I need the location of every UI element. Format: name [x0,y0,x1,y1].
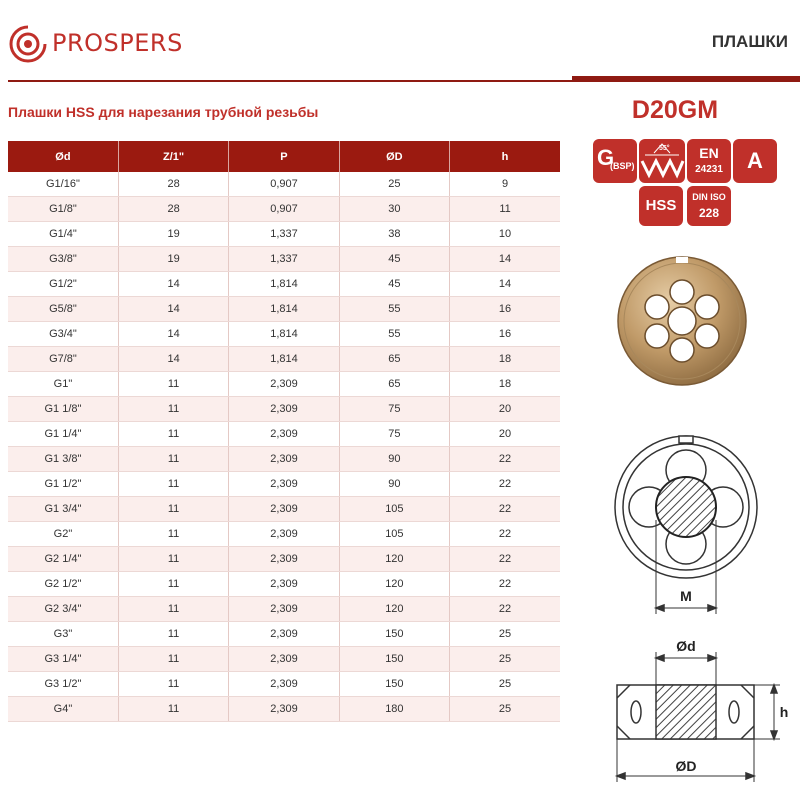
table-cell: 65 [339,372,449,397]
table-cell: 2,309 [229,397,339,422]
table-cell: 14 [450,272,560,297]
table-cell: 55 [339,322,449,347]
table-cell: 55 [339,297,449,322]
column-header: Z/1" [118,141,228,172]
table-cell: G1 1/8" [8,397,118,422]
table-cell: 1,814 [229,272,339,297]
table-cell: 28 [118,172,228,197]
table-cell: G2 1/4" [8,547,118,572]
table-cell: 120 [339,572,449,597]
table-cell: 25 [450,647,560,672]
table-cell: 75 [339,397,449,422]
table-cell: G1" [8,372,118,397]
table-cell: 11 [118,522,228,547]
table-cell: G1/4" [8,222,118,247]
table-cell: G3 1/4" [8,647,118,672]
product-subtitle: Плашки HSS для нарезания трубной резьбы [8,104,319,120]
table-cell: 2,309 [229,647,339,672]
en-label: EN [699,145,719,161]
table-cell: 11 [118,672,228,697]
thread-type-sub: (BSP) [610,161,635,171]
table-cell: G4" [8,697,118,722]
table-cell: 150 [339,672,449,697]
column-header: Ød [8,141,118,172]
table-cell: 11 [118,422,228,447]
table-cell: 1,814 [229,347,339,372]
height-label: h [779,704,789,720]
table-cell: 18 [450,372,560,397]
table-cell: 2,309 [229,622,339,647]
table-cell: 2,309 [229,522,339,547]
brand-name: PROSPERS [52,29,183,57]
table-cell: 19 [118,247,228,272]
thread-angle-label: 55° [659,145,670,152]
die-side-view-drawing [617,652,780,782]
column-header: h [450,141,560,172]
table-cell: 10 [450,222,560,247]
din-number: 228 [698,206,720,220]
table-cell: 1,814 [229,297,339,322]
table-cell: 150 [339,622,449,647]
table-cell: 19 [118,222,228,247]
die-photo [618,257,746,385]
table-cell: G2 1/2" [8,572,118,597]
table-cell: 2,309 [229,422,339,447]
table-cell: 150 [339,647,449,672]
table-cell: 2,309 [229,472,339,497]
table-cell: 22 [450,597,560,622]
table-cell: 11 [118,647,228,672]
table-cell: 11 [118,697,228,722]
table-cell: 18 [450,347,560,372]
table-cell: 0,907 [229,197,339,222]
table-cell: 90 [339,472,449,497]
hss-badge: HSS [639,186,683,226]
table-cell: 11 [118,372,228,397]
tolerance-badge: A [733,139,777,183]
table-cell: 105 [339,497,449,522]
table-cell: 14 [118,272,228,297]
en-number: 24231 [695,164,723,175]
table-cell: 11 [118,622,228,647]
table-cell: G1 1/4" [8,422,118,447]
table-cell: G1 3/4" [8,497,118,522]
table-cell: 22 [450,472,560,497]
table-cell: 20 [450,422,560,447]
table-cell: G2 3/4" [8,597,118,622]
table-cell: 22 [450,447,560,472]
m-dimension-label: M [680,588,692,604]
table-cell: G3" [8,622,118,647]
table-cell: 2,309 [229,672,339,697]
table-cell: 11 [118,547,228,572]
column-header: P [229,141,339,172]
table-cell: 1,337 [229,222,339,247]
din-label: DIN ISO [692,192,726,202]
table-cell: 14 [118,322,228,347]
table-cell: 180 [339,697,449,722]
table-cell: G2" [8,522,118,547]
table-cell: G1/16" [8,172,118,197]
table-cell: 105 [339,522,449,547]
table-cell: 2,309 [229,547,339,572]
table-cell: 2,309 [229,447,339,472]
table-cell: G5/8" [8,297,118,322]
table-cell: 2,309 [229,572,339,597]
table-cell: 16 [450,322,560,347]
table-cell: 2,309 [229,597,339,622]
table-cell: 25 [450,622,560,647]
table-cell: G3 1/2" [8,672,118,697]
table-cell: 22 [450,497,560,522]
table-cell: 11 [118,572,228,597]
table-cell: 120 [339,597,449,622]
table-cell: 0,907 [229,172,339,197]
table-cell: 20 [450,397,560,422]
table-cell: 28 [118,197,228,222]
table-cell: 1,814 [229,322,339,347]
table-cell: 14 [450,247,560,272]
table-cell: 11 [118,597,228,622]
table-cell: 75 [339,422,449,447]
table-cell: 14 [118,297,228,322]
small-diameter-label: Ød [676,638,696,654]
table-cell: 16 [450,297,560,322]
table-cell: 65 [339,347,449,372]
table-cell: 25 [450,672,560,697]
table-cell: 11 [118,397,228,422]
table-cell: 11 [118,497,228,522]
thread-type-letter: G [597,145,615,170]
model-code: D20GM [631,96,719,124]
table-cell: 25 [339,172,449,197]
table-cell: 2,309 [229,497,339,522]
outer-diameter-label: ØD [675,758,697,774]
column-header: ØD [339,141,449,172]
table-cell: 22 [450,547,560,572]
table-cell: 90 [339,447,449,472]
table-cell: 45 [339,272,449,297]
table-cell: G1 1/2" [8,472,118,497]
table-cell: 120 [339,547,449,572]
table-cell: 11 [118,447,228,472]
section-title: ПЛАШКИ [711,32,788,51]
table-cell: 14 [118,347,228,372]
table-cell: 25 [450,697,560,722]
table-cell: 45 [339,247,449,272]
table-cell: G1/8" [8,197,118,222]
table-cell: 11 [118,472,228,497]
table-cell: 11 [450,197,560,222]
table-cell: 38 [339,222,449,247]
table-cell: 9 [450,172,560,197]
table-cell: 22 [450,572,560,597]
table-cell: G1 3/8" [8,447,118,472]
table-cell: 1,337 [229,247,339,272]
table-cell: 2,309 [229,372,339,397]
table-cell: 30 [339,197,449,222]
table-cell: G7/8" [8,347,118,372]
table-cell: G1/2" [8,272,118,297]
table-cell: 2,309 [229,697,339,722]
table-cell: 22 [450,522,560,547]
table-cell: G3/4" [8,322,118,347]
table-cell: G3/8" [8,247,118,272]
